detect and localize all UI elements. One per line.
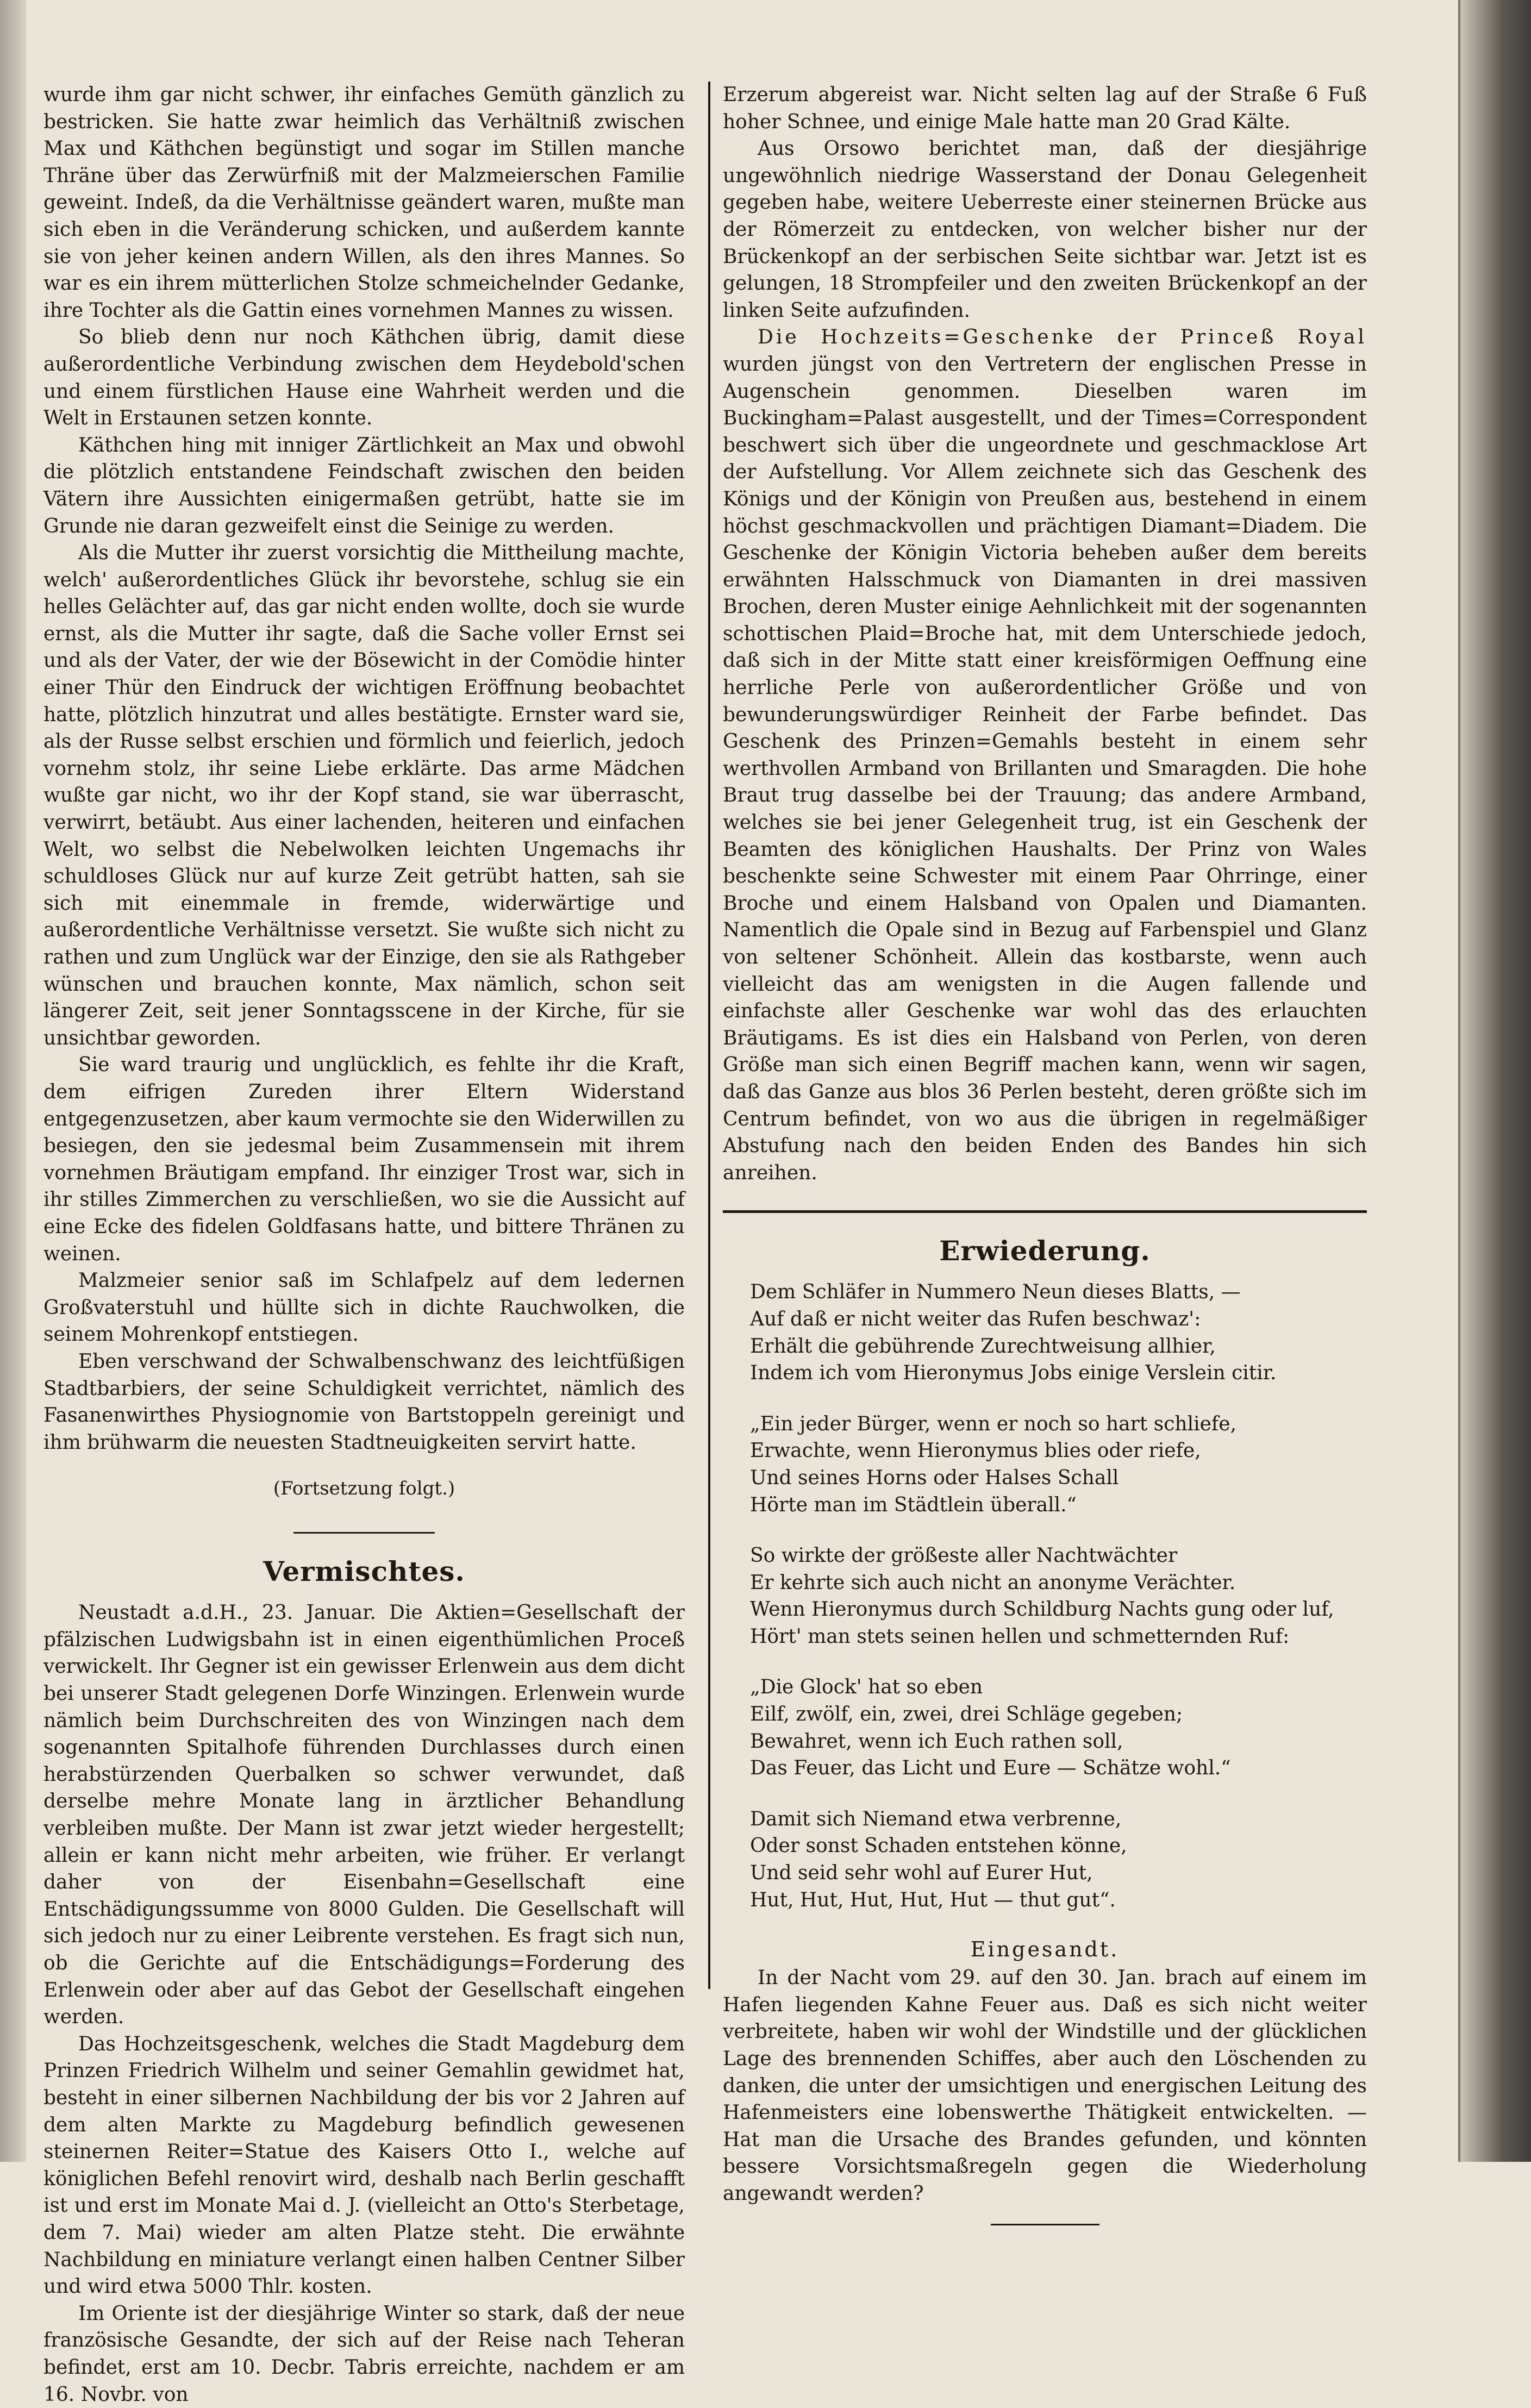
news-item: Im Oriente ist der diesjährige Winter so stark, daß der neue französische Gesandte, der sich auf der Reise nach Teheran befindet, erst am 10. Decbr. Tabris erreichte, nachdem er am 16. Novbr. von (43, 2302, 685, 2406)
column-divider (708, 82, 710, 1989)
story-paragraph: So blieb denn nur noch Käthchen übrig, damit diese außerordentliche Verbindung zwischen dem Heydebold'schen und einem fürstlichen Hause eine Wahrheit werden und die Welt in Erstaunen setzen konnte. (43, 326, 685, 430)
poem-line: „Ein jeder Bürger, wenn er noch so hart schliefe, (750, 1412, 1237, 1435)
news-item: Das Hochzeitsgeschenk, welches die Stadt Magdeburg dem Prinzen Friedrich Wilhelm und seiner Gemahlin gewidmet hat, besteht in einer silbernen Nachbildung der bis vor 2 Jahren auf dem alten Markte zu Magdeburg befindlich gewesenen steinernen Reiter=Statue des Kaisers Otto I., welche auf königlichen Befehl renovirt wird, deshalb nach Berlin geschafft ist und erst im Monate Mai d. J. (vielleicht an Otto's Sterbetage, dem 7. Mai) wieder am alten Platze steht. Die erwähnte Nachbildung en miniature verlangt einen halben Centner Silber und wird etwa 5000 Thlr. kosten. (43, 2032, 685, 2298)
poem-line: Wenn Hieronymus durch Schildburg Nachts gung oder luf, (750, 1598, 1334, 1621)
section-rule (293, 1532, 435, 1534)
misc-heading: Vermischtes. (263, 1555, 465, 1588)
poem-line: Hört' man stets seinen hellen und schmetternden Ruf: (750, 1625, 1290, 1648)
poem-line: Bewahret, wenn ich Euch rathen soll, (750, 1730, 1123, 1753)
poem-stanza (750, 1674, 1367, 1781)
poem-line: Hut, Hut, Hut, Hut, Hut — thut gut“. (750, 1888, 1116, 1911)
right-column (723, 82, 1367, 2225)
story-paragraph: wurde ihm gar nicht schwer, ihr einfaches Gemüth gänzlich zu bestricken. Sie hatte zwar heimlich das Verhältniß zwischen Max und Käthchen begünstigt und sogar im Stillen manche Thräne über das Zerwürfniß mit der Malzmeierschen Familie geweint. Indeß, da die Verhältnisse geändert waren, mußte man sich eben in die Veränderung schicken, und außerdem kannte sie von jeher keinen andern Willen, als den ihres Mannes. So war es ein ihrem mütterlichen Stolze schmeichelnder Gedanke, ihre Tochter als die Gattin eines vornehmen Mannes zu wissen. (43, 84, 685, 322)
news-item: Aus Orsowo berichtet man, daß der diesjährige ungewöhnlich niedrige Wasserstand der Donau Gelegenheit gegeben habe, weitere Ueberreste einer steinernen Brücke aus der Römerzeit zu entdecken, von welcher bisher nur der Brückenkopf an der serbischen Seite sichtbar war. Jetzt ist es gelungen, 18 Strompfeiler und den zweiten Brückenkopf an der linken Seite aufzufinden. (723, 137, 1367, 322)
story-paragraph: Sie ward traurig und unglücklich, es fehlte ihr die Kraft, dem eifrigen Zureden ihrer Eltern Widerstand entgegenzusetzen, aber kaum vermochte sie den Widerwillen zu besiegen, den sie jedesmal beim Zusammensein mit ihrem vornehmen Bräutigam empfand. Ihr einziger Trost war, sich in ihr stilles Zimmerchen zu verschließen, wo sie die Aussicht auf eine Ecke des fidelen Goldfasans hatte, und bittere Thränen zu weinen. (43, 1054, 685, 1265)
poem-line: Erhält die gebührende Zurechtweisung allhier, (750, 1335, 1216, 1358)
poem (750, 1279, 1367, 1913)
gifts-text: wurden jüngst von den Vertretern der englischen Presse in Augenschein genommen. Dieselben waren im Buckingham=Palast ausgestellt, und der Times=Correspondent beschwert sich über die ungeordnete und geschmacklose Art der Aufstellung. Vor Allem zeichnete sich das Geschenk des Königs und der Königin von Preußen aus, bestehend in einem höchst geschmackvollen und prächtigen Diamant=Diadem. Die Geschenke der Königin Victoria beheben außer dem bereits erwähnten Halsschmuck von Diamanten in drei massiven Brochen, deren Muster einige Aehnlichkeit mit der sogenannten schottischen Plaid=Broche hat, mit dem Unterschiede jedoch, daß sich in der Mitte statt einer kreisförmigen Oeffnung eine herrliche Perle von außerordentlicher Größe und von bewunderungswürdiger Reinheit der Farbe befindet. Das Geschenk des Prinzen=Gemahls besteht in einem sehr werthvollen Armband von Brillanten und Smaragden. Die hohe Braut trug dasselbe bei der Trauung; das andere Armband, welches sie bei jener Gelegenheit trug, ist ein Geschenk der Beamten des königlichen Haushalts. Der Prinz von Wales beschenkte seine Schwester mit einem Paar Ohrringe, einer Broche und einem Halsband von Opalen und Diamanten. Namentlich die Opale sind in Bezug auf Farbenspiel und Glanz von seltener Schönheit. Allein das kostbarste, wenn auch vielleicht das am wenigsten in die Augen fallende und einfachste aller Geschenke war wohl das des erlauchten Bräutigams. Es ist dies ein Halsband von Perlen, von deren Größe man sich einen Begriff machen kann, wenn wir sagen, daß das Ganze aus blos 36 Perlen besteht, deren größte sich im Centrum befindet, von wo aus die übrigen in regelmäßiger Abstufung nach den beiden Enden des Bandes hin sich anreihen. (723, 353, 1367, 1184)
page-left-shadow (0, 0, 26, 2162)
poem-line: Hörte man im Städtlein überall.“ (750, 1493, 1077, 1516)
poem-line: So wirkte der größeste aller Nachtwächter (750, 1544, 1178, 1567)
news-item: Erzerum abgereist war. Nicht selten lag auf der Straße 6 Fuß hoher Schnee, und einige Male hatte man 20 Grad Kälte. (723, 84, 1367, 133)
news-item: Neustadt a.d.H., 23. Januar. Die Aktien=Gesellschaft der pfälzischen Ludwigsbahn ist in einen eigenthümlichen Proceß verwickelt. Ihr Gegner ist ein gewisser Erlenwein aus dem dicht bei unserer Stadt gelegenen Dorfe Winzingen. Erlenwein wurde nämlich beim Durchschreiten des von Winzingen nach dem sogenannten Spitalhofe führenden Durchlasses durch einen herabstürzenden Querbalken so schwer verwundet, daß derselbe mehre Monate lang in ärztlicher Behandlung verbleiben mußte. Der Mann ist zwar jetzt wieder hergestellt; allein er kann nicht mehr arbeiten, wie früher. Er verlangt daher von der Eisenbahn=Gesellschaft eine Entschädigungssumme von 8000 Gulden. Die Gesellschaft will sich jedoch nur zu einer Leibrente verstehen. Es fragt sich nun, ob die Gerichte auf die Entschädigungs=Forderung des Erlenwein oder aber auf das Gebot der Gesellschaft eingehen werden. (43, 1602, 685, 2029)
poem-line: „Die Glock' hat so eben (750, 1676, 983, 1699)
poem-stanza (750, 1542, 1367, 1650)
submitted-text: In der Nacht vom 29. auf den 30. Jan. brach auf einem im Hafen liegenden Kahne Feuer aus. Daß es sich nicht weiter verbreitete, haben wir wohl der Windstille und der glücklichen Lage des brennenden Schiffes, aber auch den Löschenden zu danken, die unter der umsichtigen und energischen Leitung des Hafenmeisters eine lobenswerthe Thätigkeit entwickelten. — Hat man die Ursache des Brandes gefunden, und könnten bessere Vorsichtsmaßregeln gegen die Wiederholung angewandt werden? (723, 1967, 1367, 2205)
poem-line: Erwachte, wenn Hieronymus blies oder riefe, (750, 1440, 1201, 1462)
poem-line: Das Feuer, das Licht und Eure — Schätze wohl.“ (750, 1757, 1231, 1780)
poem-stanza (750, 1279, 1367, 1386)
story-paragraph: Eben verschwand der Schwalbenschwanz des leichtfüßigen Stadtbarbiers, der seine Schuldigkeit verrichtet, nämlich des Fasanenwirthes Physiognomie von Bartstoppeln gereinigt und ihm brühwarm die neuesten Stadtneuigkeiten servirt hatte. (43, 1350, 685, 1454)
poem-line: Dem Schläfer in Nummero Neun dieses Blatts, — (750, 1281, 1241, 1304)
submitted-heading: Eingesandt. (970, 1937, 1120, 1962)
book-spine (1460, 0, 1531, 2162)
poem-line: Und seid sehr wohl auf Eurer Hut, (750, 1862, 1093, 1885)
poem-line: Damit sich Niemand etwa verbrenne, (750, 1807, 1122, 1830)
poem-line: Indem ich vom Hieronymus Jobs einige Verslein citir. (750, 1362, 1277, 1385)
story-paragraph: Käthchen hing mit inniger Zärtlichkeit an Max und obwohl die plötzlich entstandene Feindschaft zwischen den beiden Vätern ihre Aussichten einigermaßen getrübt, hatte sie im Grunde nie daran gezweifelt einst die Seinige zu werden. (43, 434, 685, 537)
poem-line: Und seines Horns oder Halses Schall (750, 1466, 1119, 1489)
section-rule (723, 1210, 1367, 1213)
poem-line: Oder sonst Schaden entstehen könne, (750, 1835, 1127, 1857)
section-rule (991, 2224, 1099, 2225)
gifts-lead: Die Hochzeits=Geschenke der Princeß Royal (758, 326, 1367, 349)
left-column (43, 82, 685, 2408)
news-item-gifts (723, 324, 1367, 1186)
continuation-note: (Fortsetzung folgt.) (273, 1478, 455, 1500)
poem-line: Eilf, zwölf, ein, zwei, drei Schläge gegeben; (750, 1703, 1183, 1726)
poem-line: Er kehrte sich auch nicht an anonyme Verächter. (750, 1571, 1236, 1594)
poem-stanza (750, 1411, 1367, 1518)
reply-heading: Erwiederung. (939, 1235, 1151, 1267)
story-paragraph: Malzmeier senior saß im Schlafpelz auf dem ledernen Großvaterstuhl und hüllte sich in dichte Rauchwolken, die seinem Mohrenkopf entstiegen. (43, 1269, 685, 1346)
poem-stanza (750, 1806, 1367, 1913)
story-paragraph: Als die Mutter ihr zuerst vorsichtig die Mittheilung machte, welch' außerordentliches Glück ihr bevorstehe, schlug sie ein helles Gelächter auf, das gar nicht enden wollte, doch sie wurde ernst, als die Mutter ihr sagte, daß die Sache voller Ernst sei und als der Vater, der wie der Bösewicht in der Comödie hinter einer Thür den Eindruck der wichtigen Eröffnung beobachtet hatte, plötzlich hinzutrat und alles bestätigte. Ernster ward sie, als der Russe selbst erschien und förmlich und feierlich, jedoch vornehm stolz, ihr seine Liebe erklärte. Das arme Mädchen wußte gar nicht, wo ihr der Kopf stand, sie war überrascht, verwirrt, betäubt. Aus einer lachenden, heiteren und einfachen Welt, wo selbst die Nebelwolken leichten Ungemachs ihr schuldloses Glück nur auf kurze Zeit getrübt hatten, sah sie sich mit einemmale in fremde, widerwärtige und außerordentliche Verhältnisse versetzt. Sie wußte sich nicht zu rathen und zum Unglück war der Einzige, den sie als Rathgeber wünschen und brauchen konnte, Max nämlich, schon seit längerer Zeit, seit jener Sonntagsscene in der Kirche, für sie unsichtbar geworden. (43, 542, 685, 1049)
poem-line: Auf daß er nicht weiter das Rufen beschwaz': (750, 1308, 1201, 1330)
